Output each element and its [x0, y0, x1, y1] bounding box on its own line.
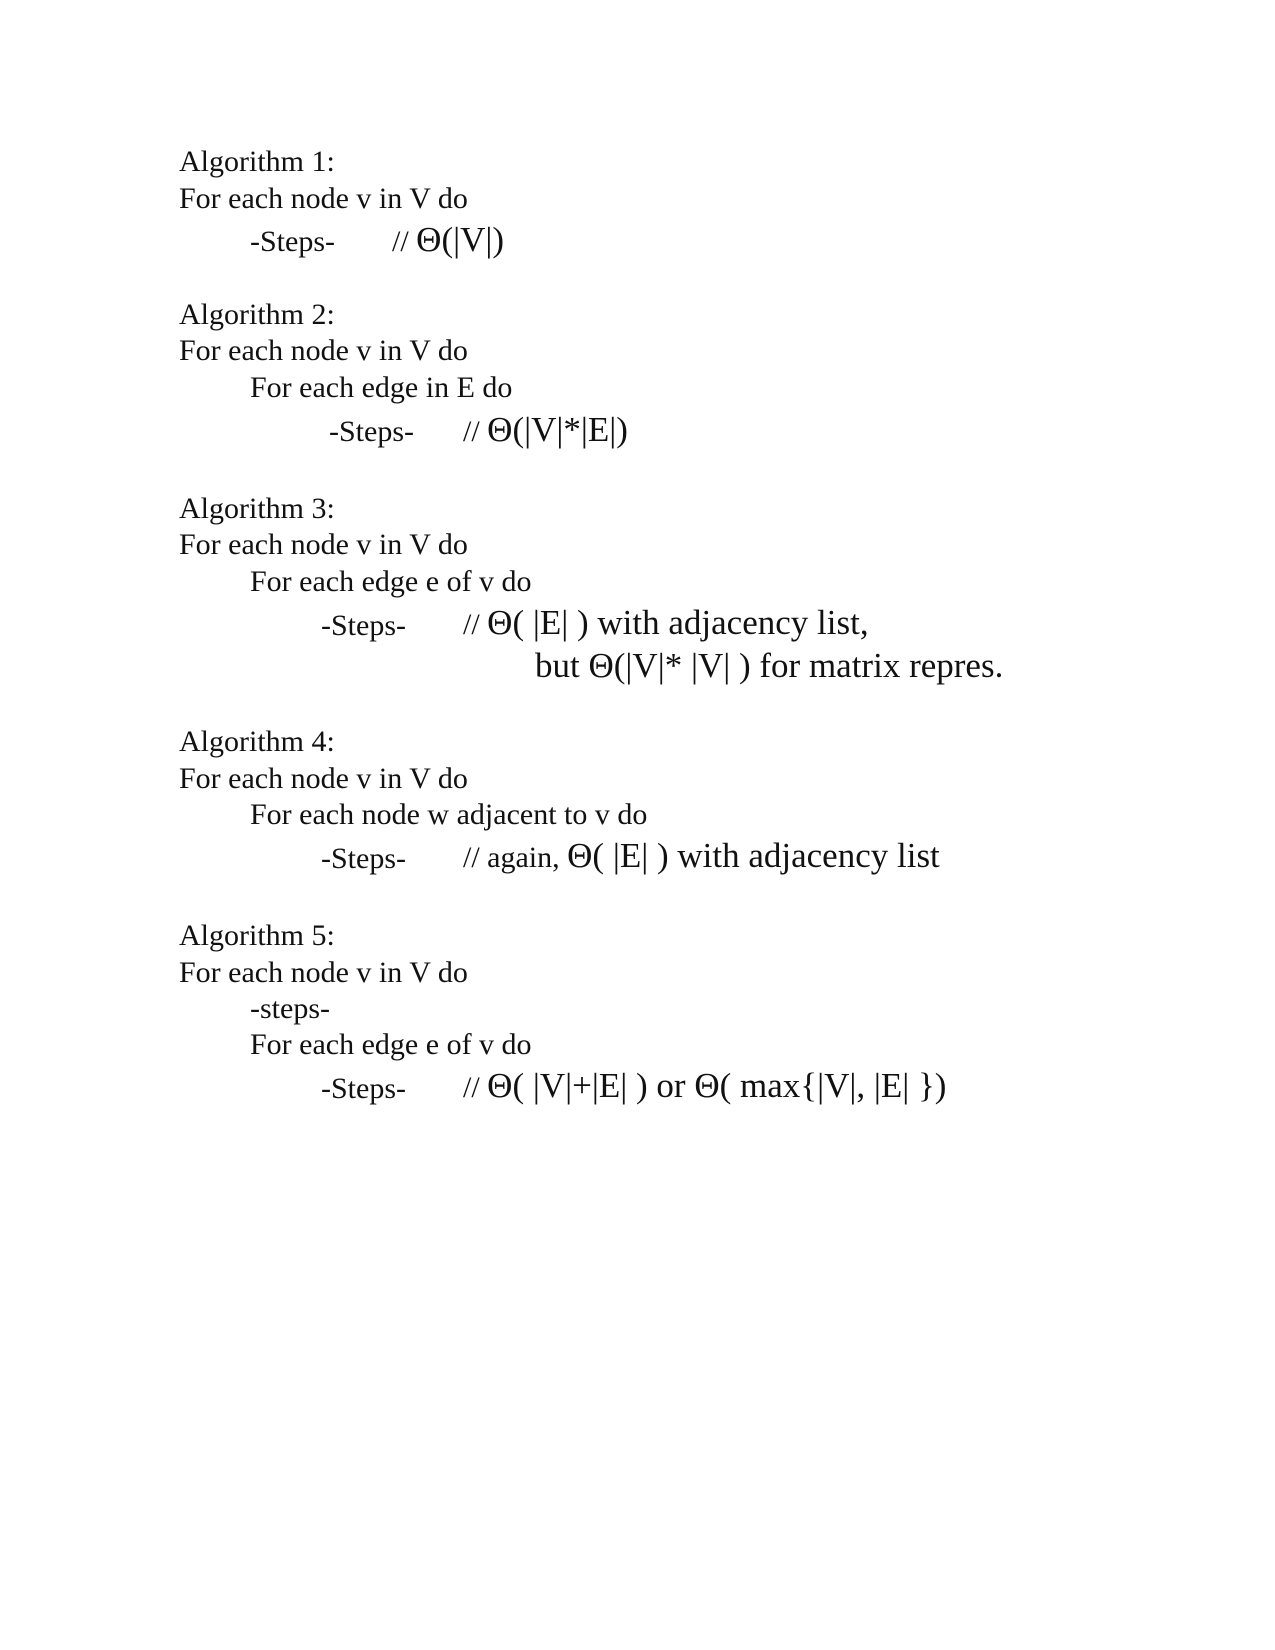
- algorithm-4-comment: [463, 838, 940, 876]
- algorithm-5-comment: [463, 1068, 946, 1106]
- algorithm-3-complexity-matrix: but Θ(|V|* |V| ) for matrix repres.: [535, 646, 1004, 685]
- algorithm-2-title: Algorithm 2:: [179, 298, 335, 331]
- algorithm-1-title: Algorithm 1:: [179, 145, 335, 178]
- algorithm-3-complexity-list: Θ( |E| ) with adjacency list,: [487, 603, 869, 642]
- algorithm-2-outer-loop: For each node v in V do: [179, 334, 468, 367]
- algorithm-3-comment-prefix: //: [463, 608, 488, 641]
- algorithm-4-outer-loop: For each node v in V do: [179, 762, 468, 795]
- algorithm-1-comment-prefix: //: [392, 225, 417, 258]
- algorithm-5-complexity: Θ( |V|+|E| ) or Θ( max{|V|, |E| }): [487, 1066, 947, 1105]
- algorithm-1-steps: -Steps-: [250, 225, 335, 258]
- algorithm-4-steps: -Steps-: [321, 842, 406, 875]
- algorithm-2-comment: [463, 412, 628, 450]
- algorithm-5-comment-prefix: //: [463, 1071, 488, 1104]
- algorithm-5-outer-loop: For each node v in V do: [179, 956, 468, 989]
- algorithm-3-steps: -Steps-: [321, 609, 406, 642]
- algorithm-5-title: Algorithm 5:: [179, 919, 335, 952]
- algorithm-3-title: Algorithm 3:: [179, 492, 335, 525]
- algorithm-4-comment-prefix: // again,: [463, 841, 568, 874]
- algorithm-2-comment-prefix: //: [463, 415, 488, 448]
- algorithm-2-complexity: Θ(|V|*|E|): [487, 410, 628, 449]
- algorithm-3-inner-loop: For each edge e of v do: [250, 565, 532, 598]
- algorithm-3-comment: [463, 605, 869, 643]
- algorithm-1-comment: [392, 222, 504, 260]
- algorithm-1-outer-loop: For each node v in V do: [179, 182, 468, 215]
- algorithm-4-complexity: Θ( |E| ) with adjacency list: [567, 836, 940, 875]
- algorithm-5-pre-steps: -steps-: [250, 992, 330, 1025]
- algorithm-1-complexity: Θ(|V|): [416, 220, 505, 259]
- algorithm-4-title: Algorithm 4:: [179, 725, 335, 758]
- algorithm-2-inner-loop: For each edge in E do: [250, 371, 513, 404]
- algorithm-5-inner-loop: For each edge e of v do: [250, 1028, 532, 1061]
- algorithm-5-steps: -Steps-: [321, 1072, 406, 1105]
- algorithm-3-outer-loop: For each node v in V do: [179, 528, 468, 561]
- algorithm-4-inner-loop: For each node w adjacent to v do: [250, 798, 648, 831]
- algorithm-2-steps: -Steps-: [329, 415, 414, 448]
